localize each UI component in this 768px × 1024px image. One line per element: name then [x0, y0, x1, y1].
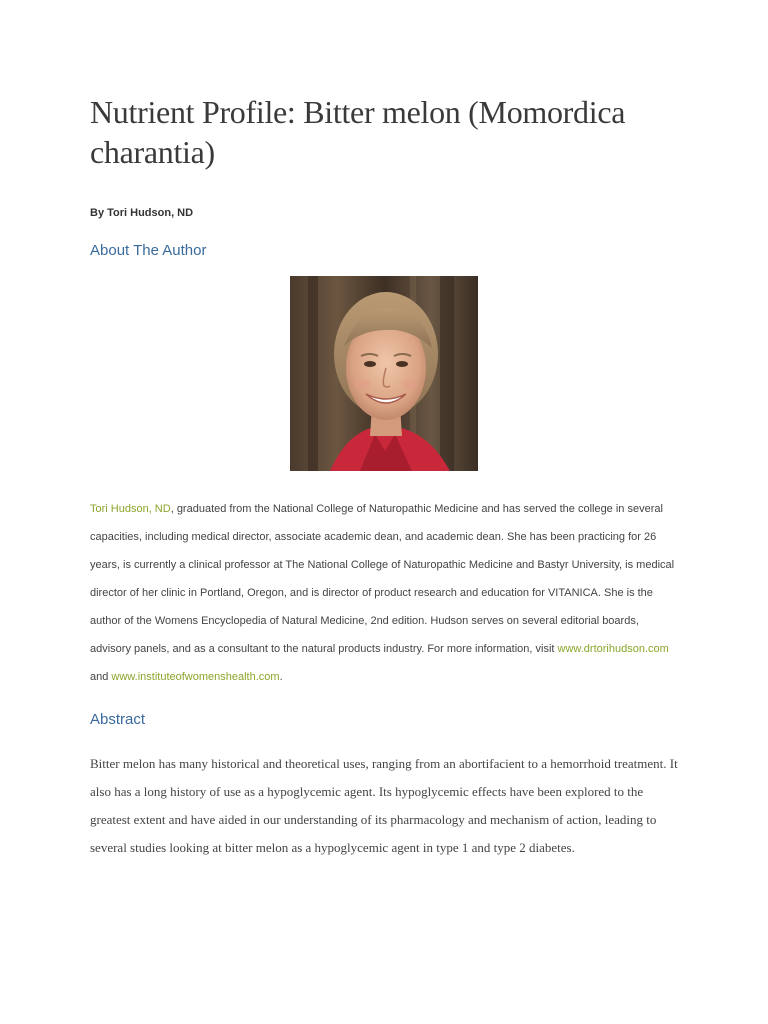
author-name-link[interactable]: Tori Hudson, ND — [90, 503, 171, 515]
bio-text-3: . — [279, 671, 283, 683]
drtorihudson-link[interactable]: www.drtorihudson.com — [557, 643, 669, 655]
author-photo — [290, 276, 478, 471]
bio-text-1: , graduated from the National College of Naturopathic Medicine and has served the college in several capacities, including medical director, associate academic dean, and academic dean. She has been practicing for 26 years, is currently a clinical professor at The National College of Naturopathic Medicine and Bastyr University, is medical director of her clinic in Portland, Oregon, and is director of product research and education for VITANICA. She is the author of the Womens Encyclopedia of Natural Medicine, 2nd edition. Hudson serves on several editorial boards, advisory panels, and as a consultant to the natural products industry. For more information, visit — [90, 503, 675, 655]
about-author-heading: About The Author — [90, 242, 207, 259]
article-page — [90, 92, 680, 862]
author-portrait-icon — [290, 276, 478, 471]
bio-text-2: and — [90, 671, 112, 683]
abstract-paragraph: Bitter melon has many historical and theoretical uses, ranging from an abortifacient to a hemorrhoid treatment. It also has a long history of use as a hypoglycemic agent. Its hypoglycemic effects have been explored to the greatest extent and have aided in our understanding of its pharmacology and mechanism of action, leading to several studies looking at bitter melon as a hypoglycemic agent in type 1 and type 2 diabetes. — [90, 756, 678, 855]
abstract-heading: Abstract — [90, 711, 146, 728]
article-byline: By Tori Hudson, ND — [90, 207, 194, 219]
author-bio — [90, 495, 682, 691]
article-title: Nutrient Profile: Bitter melon (Momordica charantia) — [90, 94, 626, 170]
instituteofwomenshealth-link[interactable]: www.instituteofwomenshealth.com — [111, 671, 280, 683]
